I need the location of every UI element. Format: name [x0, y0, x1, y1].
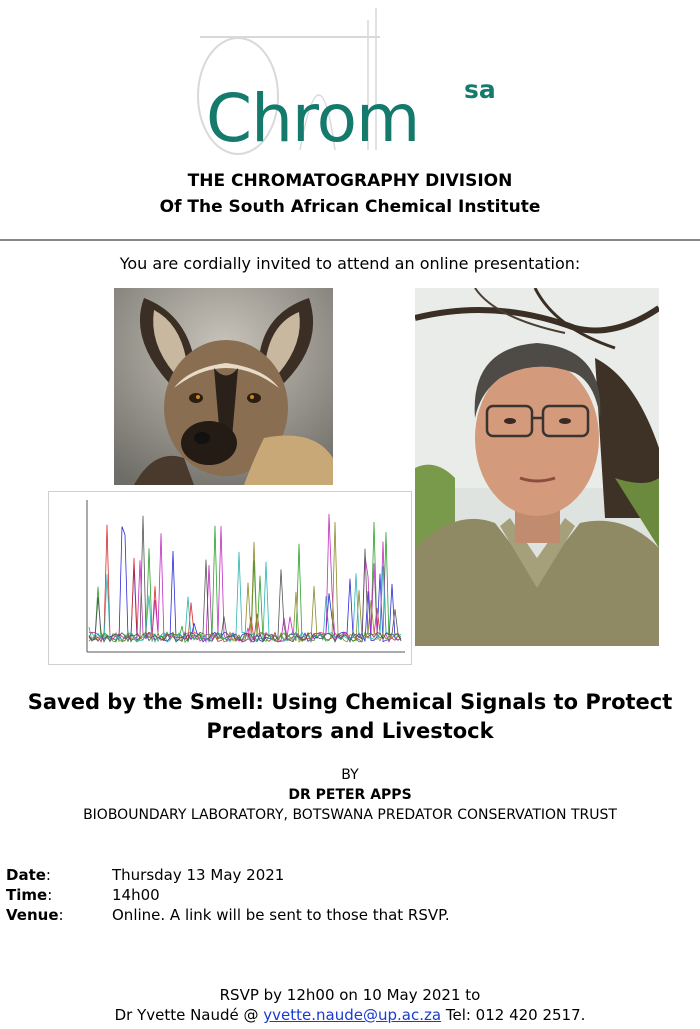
- rsvp-line-1: RSVP by 12h00 on 10 May 2021 to: [219, 986, 481, 1004]
- chromatogram-trace: [89, 522, 401, 642]
- venue-label: Venue:: [6, 906, 64, 924]
- chromatogram-trace: [89, 514, 401, 642]
- speaker-illustration: [415, 288, 659, 646]
- rsvp-telephone: Tel: 012 420 2517.: [441, 1006, 586, 1024]
- rsvp-email-link[interactable]: yvette.naude@up.ac.za: [263, 1006, 442, 1024]
- wild-dog-illustration: [114, 288, 333, 485]
- chromsa-logo: [0, 0, 700, 175]
- logo-wordmark: Chrom: [206, 80, 420, 157]
- talk-title-line-1: Saved by the Smell: Using Chemical Signals to Protect: [27, 690, 673, 714]
- wild-dog-photo: [114, 288, 333, 485]
- rsvp-line-2: [0, 1006, 700, 1024]
- date-value: Thursday 13 May 2021: [112, 866, 285, 884]
- speaker-photo: [415, 288, 659, 646]
- logo-superscript: sa: [464, 75, 496, 104]
- divider: [0, 239, 700, 241]
- chromatogram-trace: [89, 516, 401, 642]
- chromatogram-plot: [48, 491, 412, 665]
- time-label: Time:: [6, 886, 53, 904]
- by-label: BY: [341, 767, 359, 783]
- chromatogram-trace: [89, 525, 401, 642]
- organization-line-2: Of The South African Chemical Institute: [159, 197, 541, 217]
- chromatogram-graphic: [49, 492, 411, 664]
- chromatogram-trace: [89, 522, 401, 642]
- talk-title-line-2: Predators and Livestock: [206, 719, 494, 743]
- organization-line-1: THE CHROMATOGRAPHY DIVISION: [187, 171, 513, 191]
- time-value: 14h00: [112, 886, 160, 904]
- invitation-text: You are cordially invited to attend an online presentation:: [119, 254, 581, 273]
- date-label: Date:: [6, 866, 51, 884]
- venue-value: Online. A link will be sent to those that RSVP.: [112, 906, 450, 924]
- speaker-name: DR PETER APPS: [288, 787, 412, 803]
- chromatogram-trace: [89, 527, 401, 643]
- speaker-affiliation: BIOBOUNDARY LABORATORY, BOTSWANA PREDATOR CONSERVATION TRUST: [83, 807, 617, 823]
- rsvp-contact-prefix: Dr Yvette Naudé @: [114, 1006, 264, 1024]
